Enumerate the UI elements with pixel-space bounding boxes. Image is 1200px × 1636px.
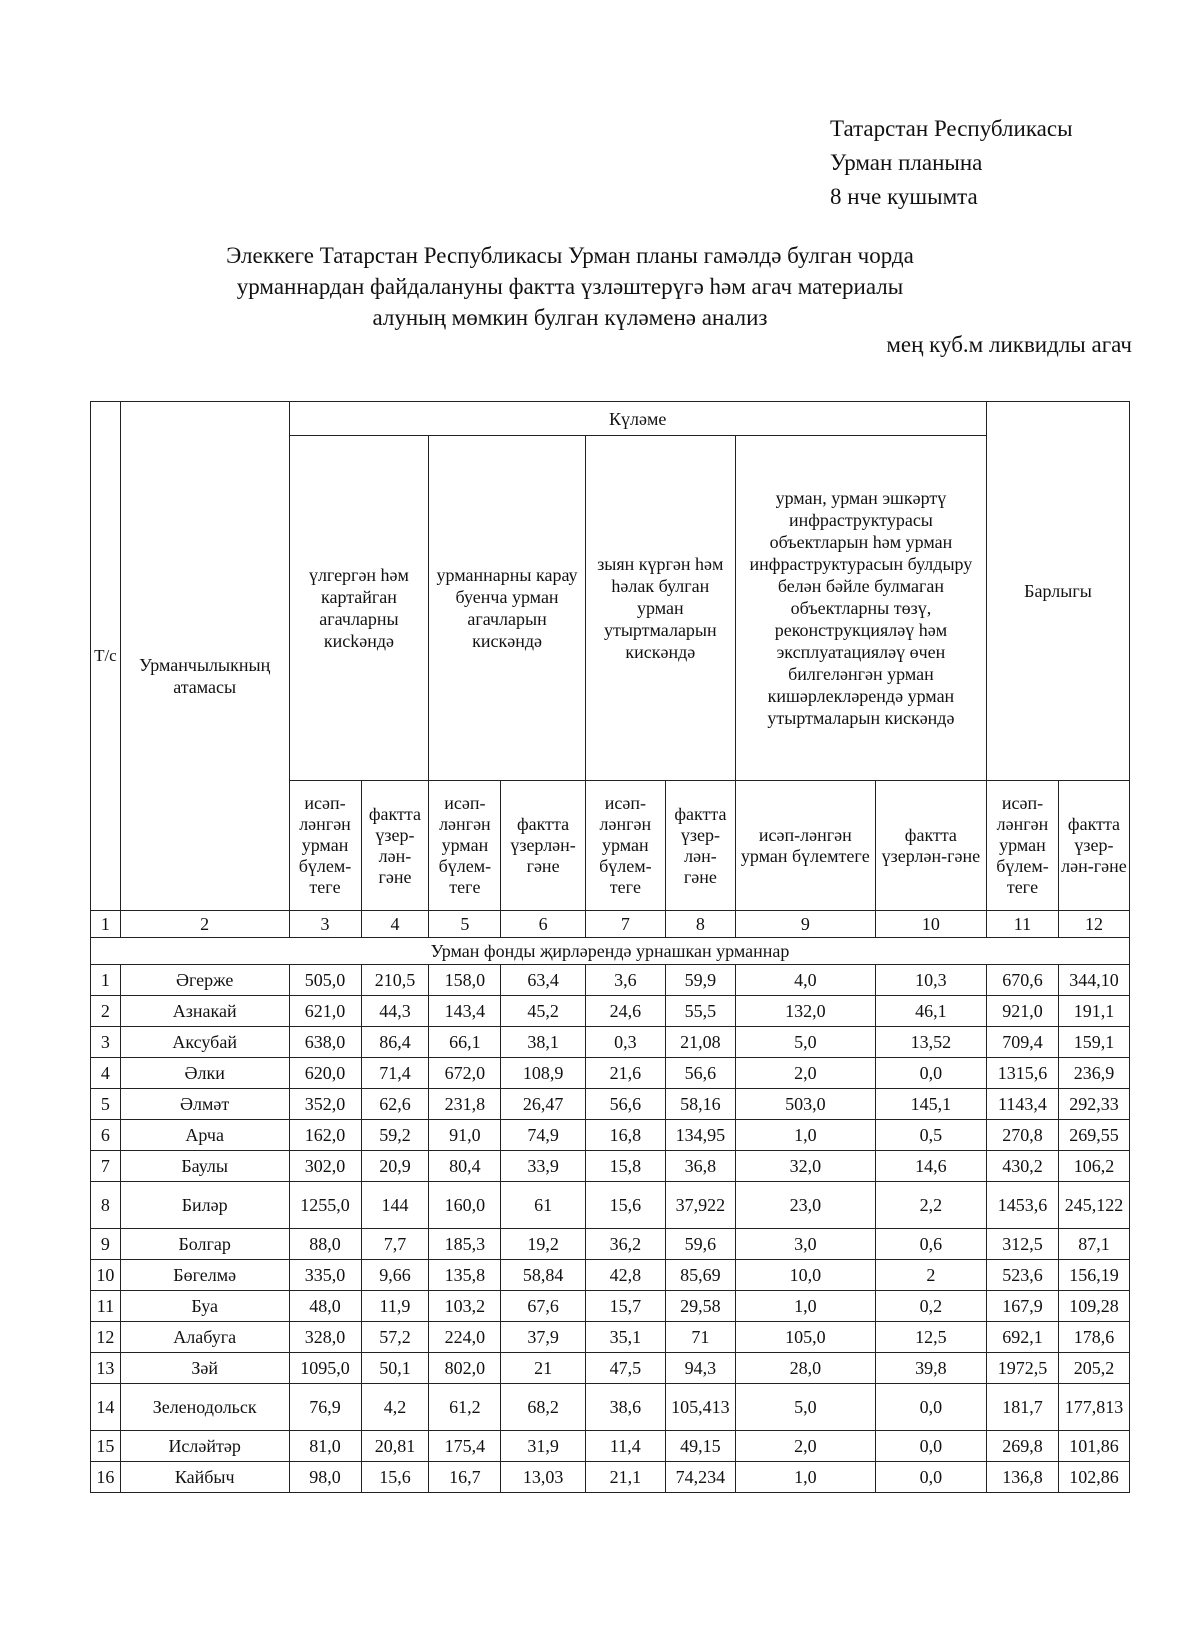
table-cell: 15,8 [585,1151,665,1182]
table-cell: 231,8 [429,1089,501,1120]
table-cell: 105,413 [665,1384,735,1431]
table-cell: 3,6 [585,965,665,996]
table-cell: 33,9 [501,1151,585,1182]
table-row [91,1027,1130,1058]
table-cell: 49,15 [665,1431,735,1462]
table-cell: 42,8 [585,1260,665,1291]
table-cell: 672,0 [429,1058,501,1089]
table-cell: 66,1 [429,1027,501,1058]
table-cell: 62,6 [361,1089,429,1120]
header-planned: исәп-ләнгән урман бүлем-тегe [429,781,501,911]
table-cell: 21,08 [665,1027,735,1058]
attachment-line-1: Татарстан Республикасы [830,116,1073,141]
table-cell: 145,1 [875,1089,986,1120]
table-cell: 621,0 [289,996,361,1027]
table-row [91,1462,1130,1493]
table-cell: 15,6 [585,1182,665,1229]
column-number: 4 [361,911,429,938]
table-cell: 94,3 [665,1353,735,1384]
table-cell: 108,9 [501,1058,585,1089]
table-cell: 38,6 [585,1384,665,1431]
forestry-name: Зәй [120,1353,289,1384]
table-cell: 13,52 [875,1027,986,1058]
table-cell: 61 [501,1182,585,1229]
table-cell: 101,86 [1058,1431,1129,1462]
table-cell: 236,9 [1058,1058,1129,1089]
table-cell: 15,6 [361,1462,429,1493]
table-cell: 620,0 [289,1058,361,1089]
table-cell: 185,3 [429,1229,501,1260]
table-cell: 10,3 [875,965,986,996]
table-cell: 2,0 [735,1431,875,1462]
table-cell: 709,4 [986,1027,1058,1058]
header-cat-care-felling: урманнарны карау буенча урман агачларын кискәндә [429,436,585,781]
header-name: Урманчылыкның атамасы [120,402,289,911]
section-title: Урман фонды җирләрендә урнашкан урманнар [91,938,1130,965]
forestry-name: Зеленодольск [120,1384,289,1431]
header-actual: фактта үзер-лән-гәне [665,781,735,911]
table-cell: 56,6 [665,1058,735,1089]
section-row [91,938,1130,965]
table-cell: 5,0 [735,1027,875,1058]
table-cell: 103,2 [429,1291,501,1322]
table-cell: 39,8 [875,1353,986,1384]
table-cell: 135,8 [429,1260,501,1291]
table-cell: 37,9 [501,1322,585,1353]
forestry-name: Бөгелмә [120,1260,289,1291]
table-cell: 191,1 [1058,996,1129,1027]
table-cell: 160,0 [429,1182,501,1229]
table-cell: 29,58 [665,1291,735,1322]
table-row [91,1229,1130,1260]
row-number: 12 [91,1322,121,1353]
table-cell: 47,5 [585,1353,665,1384]
column-number: 10 [875,911,986,938]
forestry-name: Әгерже [120,965,289,996]
row-number: 13 [91,1353,121,1384]
table-cell: 692,1 [986,1322,1058,1353]
table-row [91,965,1130,996]
header-actual: фактта үзерлән-гәне [501,781,585,911]
table-body [91,965,1130,1493]
title-line-1: Элеккеге Татарстан Республикасы Урман планы гамәлдә булган чорда [226,243,914,268]
table-cell: 76,9 [289,1384,361,1431]
row-number: 11 [91,1291,121,1322]
table-cell: 23,0 [735,1182,875,1229]
table-cell: 670,6 [986,965,1058,996]
forestry-name: Әлмәт [120,1089,289,1120]
table-cell: 178,6 [1058,1322,1129,1353]
table-cell: 74,9 [501,1120,585,1151]
units-label: мең куб.м ликвидлы агач [886,332,1132,357]
table-cell: 156,19 [1058,1260,1129,1291]
table-cell: 86,4 [361,1027,429,1058]
row-number: 16 [91,1462,121,1493]
forestry-name: Исләйтәр [120,1431,289,1462]
table-cell: 1255,0 [289,1182,361,1229]
table-cell: 46,1 [875,996,986,1027]
table-cell: 11,4 [585,1431,665,1462]
table-cell: 50,1 [361,1353,429,1384]
table-cell: 132,0 [735,996,875,1027]
header-cat-dead-trees: үлгергән һәм картайган агачларны кисkәндә [289,436,429,781]
title-line-3: алуның мөмкин булган күләменә анализ [372,305,768,330]
table-row [91,1353,1130,1384]
table-cell: 505,0 [289,965,361,996]
column-number-row [91,911,1130,938]
table-cell: 4,2 [361,1384,429,1431]
table-cell: 58,84 [501,1260,585,1291]
table-cell: 328,0 [289,1322,361,1353]
table-cell: 36,2 [585,1229,665,1260]
table-cell: 58,16 [665,1089,735,1120]
table-cell: 16,7 [429,1462,501,1493]
table-cell: 21,1 [585,1462,665,1493]
table-cell: 245,122 [1058,1182,1129,1229]
table-cell: 0,3 [585,1027,665,1058]
table-cell: 80,4 [429,1151,501,1182]
forestry-name: Аксубай [120,1027,289,1058]
column-number: 7 [585,911,665,938]
attachment-note [830,112,1073,214]
row-number: 4 [91,1058,121,1089]
header-num: Т/с [91,402,121,911]
table-cell: 5,0 [735,1384,875,1431]
table-cell: 136,8 [986,1462,1058,1493]
table-cell: 1,0 [735,1291,875,1322]
table-cell: 16,8 [585,1120,665,1151]
table-cell: 28,0 [735,1353,875,1384]
table-cell: 3,0 [735,1229,875,1260]
row-number: 5 [91,1089,121,1120]
table-cell: 269,55 [1058,1120,1129,1151]
table-cell: 61,2 [429,1384,501,1431]
table-cell: 205,2 [1058,1353,1129,1384]
table-cell: 0,0 [875,1384,986,1431]
table-cell: 0,2 [875,1291,986,1322]
table-cell: 20,81 [361,1431,429,1462]
table-cell: 0,0 [875,1462,986,1493]
table-cell: 98,0 [289,1462,361,1493]
table-cell: 167,9 [986,1291,1058,1322]
column-number: 3 [289,911,361,938]
table-cell: 88,0 [289,1229,361,1260]
attachment-line-3: 8 нче кушымта [830,184,978,209]
table-cell: 0,0 [875,1058,986,1089]
table-cell: 59,9 [665,965,735,996]
table-cell: 74,234 [665,1462,735,1493]
table-cell: 638,0 [289,1027,361,1058]
document-title [100,240,1040,333]
table-cell: 335,0 [289,1260,361,1291]
table-cell: 144 [361,1182,429,1229]
table-cell: 344,10 [1058,965,1129,996]
header-cat-infrastructure: урман, урман эшкәртү инфраструктурасы объектларын һәм урман инфраструктурасын булдыру белән бәйле булмаган объектларны төзү, реконструкцияләү һәм эксплуатацияләү өчен билгеләнгән урман кишәрлекләрендә урман утыртмаларын кискәндә [735,436,986,781]
column-number: 8 [665,911,735,938]
table-cell: 159,1 [1058,1027,1129,1058]
header-cat-damaged-stands: зыян күргән һәм һәлак булган урман утыртмаларын кискәндә [585,436,735,781]
table-cell: 503,0 [735,1089,875,1120]
table-cell: 63,4 [501,965,585,996]
table-cell: 312,5 [986,1229,1058,1260]
header-actual: фактта үзер-лән-гәне [361,781,429,911]
table-cell: 181,7 [986,1384,1058,1431]
table-cell: 38,1 [501,1027,585,1058]
table-cell: 7,7 [361,1229,429,1260]
table-cell: 158,0 [429,965,501,996]
table-cell: 270,8 [986,1120,1058,1151]
column-number: 5 [429,911,501,938]
table-cell: 87,1 [1058,1229,1129,1260]
table-cell: 26,47 [501,1089,585,1120]
table-cell: 32,0 [735,1151,875,1182]
table-cell: 1,0 [735,1462,875,1493]
header-planned: исәп-ләнгән урман бүлем-тегe [289,781,361,911]
table-cell: 56,6 [585,1089,665,1120]
column-number: 6 [501,911,585,938]
forestry-name: Болгар [120,1229,289,1260]
table-cell: 59,2 [361,1120,429,1151]
table-cell: 210,5 [361,965,429,996]
table-cell: 292,33 [1058,1089,1129,1120]
table-cell: 102,86 [1058,1462,1129,1493]
table-cell: 71 [665,1322,735,1353]
table-cell: 36,8 [665,1151,735,1182]
table-cell: 162,0 [289,1120,361,1151]
table-cell: 105,0 [735,1322,875,1353]
table-cell: 24,6 [585,996,665,1027]
row-number: 14 [91,1384,121,1431]
header-planned: исәп-ләнгән урман бүлем-тегe [585,781,665,911]
table-cell: 91,0 [429,1120,501,1151]
row-number: 8 [91,1182,121,1229]
table-cell: 1315,6 [986,1058,1058,1089]
forestry-name: Әлки [120,1058,289,1089]
attachment-line-2: Урман планына [830,150,983,175]
forestry-name: Кайбыч [120,1462,289,1493]
table-cell: 1453,6 [986,1182,1058,1229]
table-cell: 68,2 [501,1384,585,1431]
table-cell: 1095,0 [289,1353,361,1384]
table-cell: 802,0 [429,1353,501,1384]
row-number: 2 [91,996,121,1027]
table-cell: 269,8 [986,1431,1058,1462]
table-cell: 134,95 [665,1120,735,1151]
row-number: 7 [91,1151,121,1182]
header-actual: фактта үзерлән-гәне [875,781,986,911]
table-row [91,1431,1130,1462]
table-row [91,1322,1130,1353]
table-cell: 352,0 [289,1089,361,1120]
forestry-name: Биләр [120,1182,289,1229]
table-row [91,1089,1130,1120]
table-cell: 59,6 [665,1229,735,1260]
column-number: 2 [120,911,289,938]
table-cell: 2,2 [875,1182,986,1229]
row-number: 6 [91,1120,121,1151]
forestry-name: Азнакай [120,996,289,1027]
title-line-2: урманнардан файдалануны фактта үзләштерүгә һәм агач материалы [236,274,904,299]
table-cell: 15,7 [585,1291,665,1322]
table-cell: 12,5 [875,1322,986,1353]
row-number: 1 [91,965,121,996]
table-cell: 106,2 [1058,1151,1129,1182]
header-planned: исәп-ләнгән урман бүлем-тегe [986,781,1058,911]
table-cell: 81,0 [289,1431,361,1462]
table-cell: 20,9 [361,1151,429,1182]
table-cell: 2 [875,1260,986,1291]
table-cell: 85,69 [665,1260,735,1291]
table-cell: 523,6 [986,1260,1058,1291]
table-cell: 143,4 [429,996,501,1027]
header-planned: исәп-ләнгән урман бүлемтегe [735,781,875,911]
table-cell: 1143,4 [986,1089,1058,1120]
table-cell: 0,6 [875,1229,986,1260]
header-volume: Күләме [289,402,986,436]
table-row [91,1182,1130,1229]
forestry-name: Алабуга [120,1322,289,1353]
table-cell: 48,0 [289,1291,361,1322]
table-cell: 13,03 [501,1462,585,1493]
table-cell: 45,2 [501,996,585,1027]
table-cell: 175,4 [429,1431,501,1462]
row-number: 10 [91,1260,121,1291]
table-cell: 71,4 [361,1058,429,1089]
table-cell: 21,6 [585,1058,665,1089]
table-cell: 9,66 [361,1260,429,1291]
table-row [91,1291,1130,1322]
table-cell: 1,0 [735,1120,875,1151]
table-row [91,1151,1130,1182]
header-total: Барлыгы [986,402,1129,781]
table-cell: 0,0 [875,1431,986,1462]
table-cell: 19,2 [501,1229,585,1260]
table-row [91,1120,1130,1151]
header-actual: фактта үзер-лән-гәне [1058,781,1129,911]
table-cell: 31,9 [501,1431,585,1462]
table-cell: 430,2 [986,1151,1058,1182]
table-cell: 57,2 [361,1322,429,1353]
table-row [91,1384,1130,1431]
table-row [91,1260,1130,1291]
row-number: 9 [91,1229,121,1260]
forestry-name: Буа [120,1291,289,1322]
forestry-name: Баулы [120,1151,289,1182]
column-number: 9 [735,911,875,938]
table-cell: 35,1 [585,1322,665,1353]
column-number: 1 [91,911,121,938]
table-cell: 224,0 [429,1322,501,1353]
column-number: 11 [986,911,1058,938]
table-cell: 10,0 [735,1260,875,1291]
analysis-table [90,401,1130,1493]
table-cell: 1972,5 [986,1353,1058,1384]
table-cell: 37,922 [665,1182,735,1229]
table-cell: 0,5 [875,1120,986,1151]
table-cell: 44,3 [361,996,429,1027]
table-header [91,402,1130,965]
table-cell: 14,6 [875,1151,986,1182]
table-cell: 11,9 [361,1291,429,1322]
table-cell: 2,0 [735,1058,875,1089]
column-number: 12 [1058,911,1129,938]
table-cell: 21 [501,1353,585,1384]
table-cell: 4,0 [735,965,875,996]
table-cell: 55,5 [665,996,735,1027]
row-number: 15 [91,1431,121,1462]
table-cell: 921,0 [986,996,1058,1027]
table-row [91,996,1130,1027]
forestry-name: Арча [120,1120,289,1151]
table-cell: 177,813 [1058,1384,1129,1431]
table-cell: 302,0 [289,1151,361,1182]
table-cell: 109,28 [1058,1291,1129,1322]
table-row [91,1058,1130,1089]
table-cell: 67,6 [501,1291,585,1322]
row-number: 3 [91,1027,121,1058]
